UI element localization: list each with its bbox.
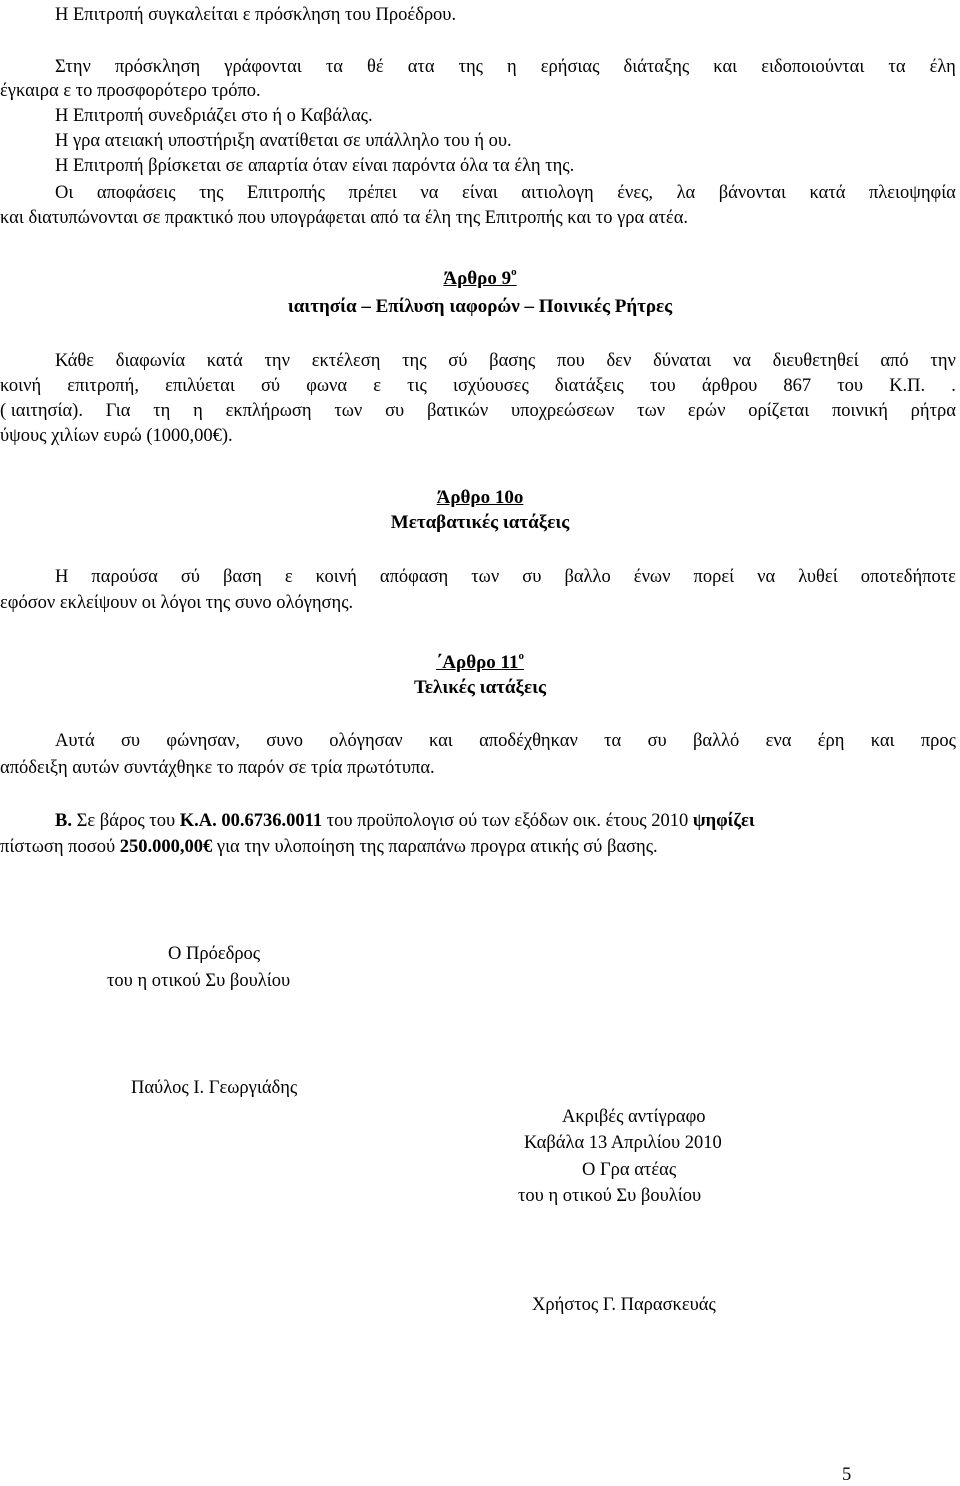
article-11-subtitle: Τελικές ιατάξεις [413,677,547,698]
word: την [264,351,290,371]
secretary-council: του η οτικού Συ βουλίου [518,1186,702,1206]
word: ποινική [831,401,888,421]
word: κοινή [0,376,42,396]
word: που [556,351,585,371]
signature-date: Καβάλα 13 Απριλίου 2010 [524,1133,722,1153]
word: πορεί [693,567,735,587]
word: τη [153,401,171,421]
word: να [757,567,776,587]
word: Στην [55,57,91,77]
word: του [837,376,864,396]
word: τα [888,57,906,77]
word: των [637,401,666,421]
word: κατά [206,351,243,371]
word: εκτέλεση [311,351,381,371]
committee-line-3: Η Επιτροπή συνεδριάζει στο ή ο Καβάλας. [55,106,373,126]
word: της [199,183,224,203]
word: από [880,351,909,371]
word: γράφονται [224,57,302,77]
word: φώνησαν, [166,731,240,751]
word: εκπλήρωση [225,401,312,421]
word: ερών [687,401,726,421]
word: και [713,57,738,77]
word: να [420,183,439,203]
budget-code: Κ.Α. 00.6736.0011 [179,811,323,831]
article-9-line-4: ύψους χιλίων ευρώ (1000,00€). [0,426,233,446]
word: Επιτροπής [247,183,325,203]
word: διατάξεις [554,376,624,396]
word: ερήσιας [540,57,600,77]
word: επιλύεται [165,376,235,396]
word: του [649,376,676,396]
word: ένων [633,567,671,587]
word: πλειοψηφία [868,183,956,203]
budget-amount: 250.000,00€ [119,837,213,857]
word: βάνονται [718,183,786,203]
word: τα [604,731,622,751]
word: αιτιολογη [521,183,594,203]
article-9-line-3 [0,400,960,422]
secretary-name: Χρήστος Γ. Παρασκευάς [532,1295,716,1315]
budget-line-2: πίστωση ποσού 250.000,00€ για την υλοποίηση της παραπάνω προγρα ατικής σύ βασης. [0,837,658,857]
article-11-title: ΄Αρθρο $11^o$ [435,649,524,673]
article-10-line-1 [55,566,960,588]
word: σύ [448,351,468,371]
word: αποφάσεις [96,183,176,203]
word: ορίζεται [748,401,810,421]
word: και [428,731,453,751]
word: απόφαση [379,567,449,587]
committee-line-4: Η γρα ατειακή υποστήριξη ανατίθεται σε υπάλληλο του ή ου. [55,131,512,151]
article-10-subtitle: Μεταβατικές ιατάξεις [390,512,570,533]
word: φωνα [306,376,348,396]
word: βαλλό [693,731,740,751]
word: ρήτρα [910,401,956,421]
word: τις [407,376,427,396]
word: έλη [929,57,956,77]
page-number: 5 [842,1465,852,1485]
president-name: Παύλος Ι. Γεωργιάδης [131,1078,298,1098]
article-11-line-1 [55,730,960,752]
article-9-subtitle: ιαιτησία – Επίλυση ιαφορών – Ποινικές Ρήτρες [287,296,673,317]
word: η [193,401,203,421]
word: σύ [260,376,281,396]
word: λυθεί [798,567,838,587]
word: θέ [367,57,384,77]
word: να [732,351,751,371]
word: συνο [266,731,303,751]
secretary-title: Ο Γρα ατέας [582,1160,677,1180]
word: διάταξης [623,57,690,77]
word: παρούσα [91,567,158,587]
word: έρη [817,731,845,751]
article-10-line-2: εφόσον εκλείψουν οι λόγοι της συνο ολόγησης. [0,593,354,613]
committee-line-1: Η Επιτροπή συγκαλείται ε πρόσκληση του Προέδρου. [55,5,457,25]
word: πρέπει [348,183,397,203]
committee-line-6a [55,182,960,204]
word: και [870,731,895,751]
word: ( ιαιτησία). [0,401,83,421]
word: Η [55,567,69,587]
word: συ [647,731,667,751]
word: . [951,376,956,396]
article-11-line-2: απόδειξη αυτών συντάχθηκε το παρόν σε τρία πρωτότυπα. [0,758,435,778]
word: την [930,351,956,371]
word: βασης [489,351,536,371]
article-9-line-2 [0,375,960,397]
word: λα [676,183,696,203]
word: βαλλο [564,567,611,587]
word: 867 [783,376,812,396]
word: συ [385,401,405,421]
word: πρόσκληση [114,57,201,77]
word: βαση [223,567,262,587]
word: συ [522,567,542,587]
word: των [471,567,500,587]
word: συ [120,731,141,751]
word: αποδέχθηκαν [479,731,578,751]
word: Οι [55,183,74,203]
president-council: του η οτικού Συ βουλίου [107,971,291,991]
president-title: Ο Πρόεδρος [168,944,261,964]
word: άρθρου [701,376,758,396]
committee-line-6b: και διατυπώνονται σε πρακτικό που υπογράφεται από τα έλη της Επιτροπής και το γρα ατέα. [0,208,689,228]
budget-label: Β. [55,811,72,831]
word: η [507,57,517,77]
word: προς [920,731,956,751]
word: της [402,351,427,371]
article-9-title: Άρθρο $9^o$ [443,265,517,289]
word: βατικών [426,401,489,421]
word: επιτροπή, [67,376,139,396]
word: Για [105,401,131,421]
word: ειδοποιούνται [761,57,865,77]
word: κατά [809,183,846,203]
committee-line-5: Η Επιτροπή βρίσκεται σε απαρτία όταν είναι παρόντα όλα τα έλη της. [55,156,575,176]
word: ένες, [617,183,654,203]
certified-copy: Ακριβές αντίγραφο [562,1107,706,1127]
word: διαφωνία [115,351,186,371]
word: ενα [765,731,792,751]
article-10-title: Άρθρο 10ο [436,487,524,508]
article-9-line-1 [55,350,960,372]
word: οποτεδήποτε [860,567,956,587]
word: Αυτά [55,731,95,751]
committee-line-2b: έγκαιρα ε το προσφορότερο τρόπο. [0,81,261,101]
word: Κάθε [55,351,94,371]
word: διευθετηθεί [772,351,859,371]
committee-line-2a [55,56,960,78]
word: δεν [606,351,632,371]
word: ισχύουσες [452,376,529,396]
word: ε [373,376,381,396]
word: κοινή [315,567,357,587]
budget-votes: ψηφίζει [692,811,755,831]
word: δύναται [653,351,712,371]
word: ατα [407,57,435,77]
word: τα [325,57,343,77]
budget-line-1: Β. Σε βάρος του Κ.Α. 00.6736.0011 του προϋπολογισ ού των εξόδων οικ. έτους 2010 ψηφίζει [55,811,755,831]
word: της [458,57,483,77]
word: ολόγησαν [329,731,403,751]
word: ε [284,567,293,587]
word: Κ.Π. [889,376,926,396]
word: υποχρεώσεων [510,401,615,421]
word: είναι [461,183,498,203]
word: των [334,401,363,421]
word: σύ [180,567,200,587]
